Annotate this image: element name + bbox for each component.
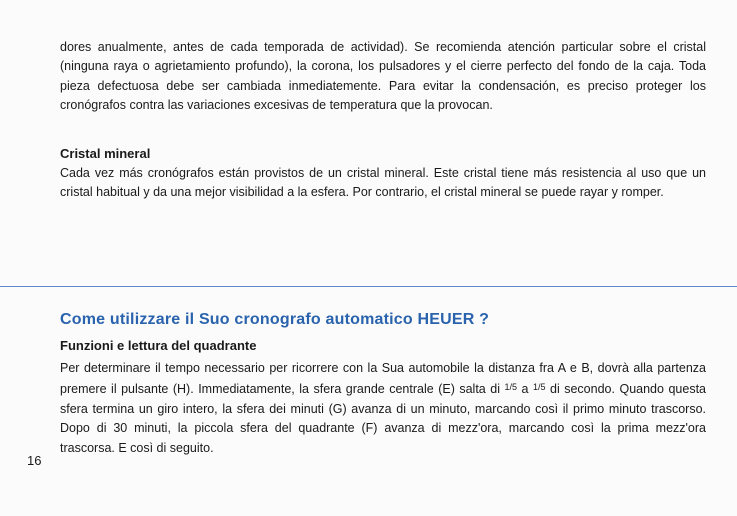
funzioni-text-2: a — [517, 382, 533, 397]
funzioni-text-1: Per determinare il tempo necessario per ricorrere con la Sua automobile la distanza fra A e B, dovrà alla partenza premere il pulsante (H). Immediatamente, la sfera grande centrale (E) salta di — [60, 361, 706, 397]
funzioni-paragraph — [60, 359, 706, 458]
section-heading-funzioni: Funzioni e lettura del quadrante — [60, 338, 257, 353]
spanish-intro-paragraph: dores anualmente, antes de cada temporada de actividad). Se recomienda atención particular sobre el cristal (ninguna raya o agrietamiento profundo), la corona, los pulsadores y el cierre perfecto del fondo de la caja. Toda pieza defectuosa debe ser cambiada inmediatemente. Para evitar la condensación, es preciso proteger los cronógrafos contra las variaciones excesivas de temperatura que la provocan. — [60, 40, 706, 113]
fraction-one-fifth-2: 1/5 — [532, 382, 546, 393]
funzioni-text-3: di secondo. Quando questa sfera termina un giro intero, la sfera dei minuti (G) avanza di un minuto, marcando così il primo minuto trascorso. Dopo di 30 minuti, la piccola sfera del quadrante (F) avanza di mezz'ora, marcando così la prima mezz'ora trascorsa. E così di seguito. — [60, 382, 706, 455]
section-heading-cristal-mineral: Cristal mineral — [60, 146, 151, 161]
page-number: 16 — [27, 453, 42, 468]
section-divider — [0, 286, 737, 287]
fraction-one-fifth: 1/5 — [504, 382, 518, 393]
italian-section-title: Come utilizzare il Suo cronografo automatico HEUER ? — [60, 311, 490, 328]
cristal-mineral-paragraph: Cada vez más cronógrafos están provistos de un cristal mineral. Este cristal tiene más resistencia al uso que un cristal habitual y da una mejor visibilidad a la esfera. Por contrario, el cristal mineral se puede rayar y romper. — [60, 166, 706, 200]
